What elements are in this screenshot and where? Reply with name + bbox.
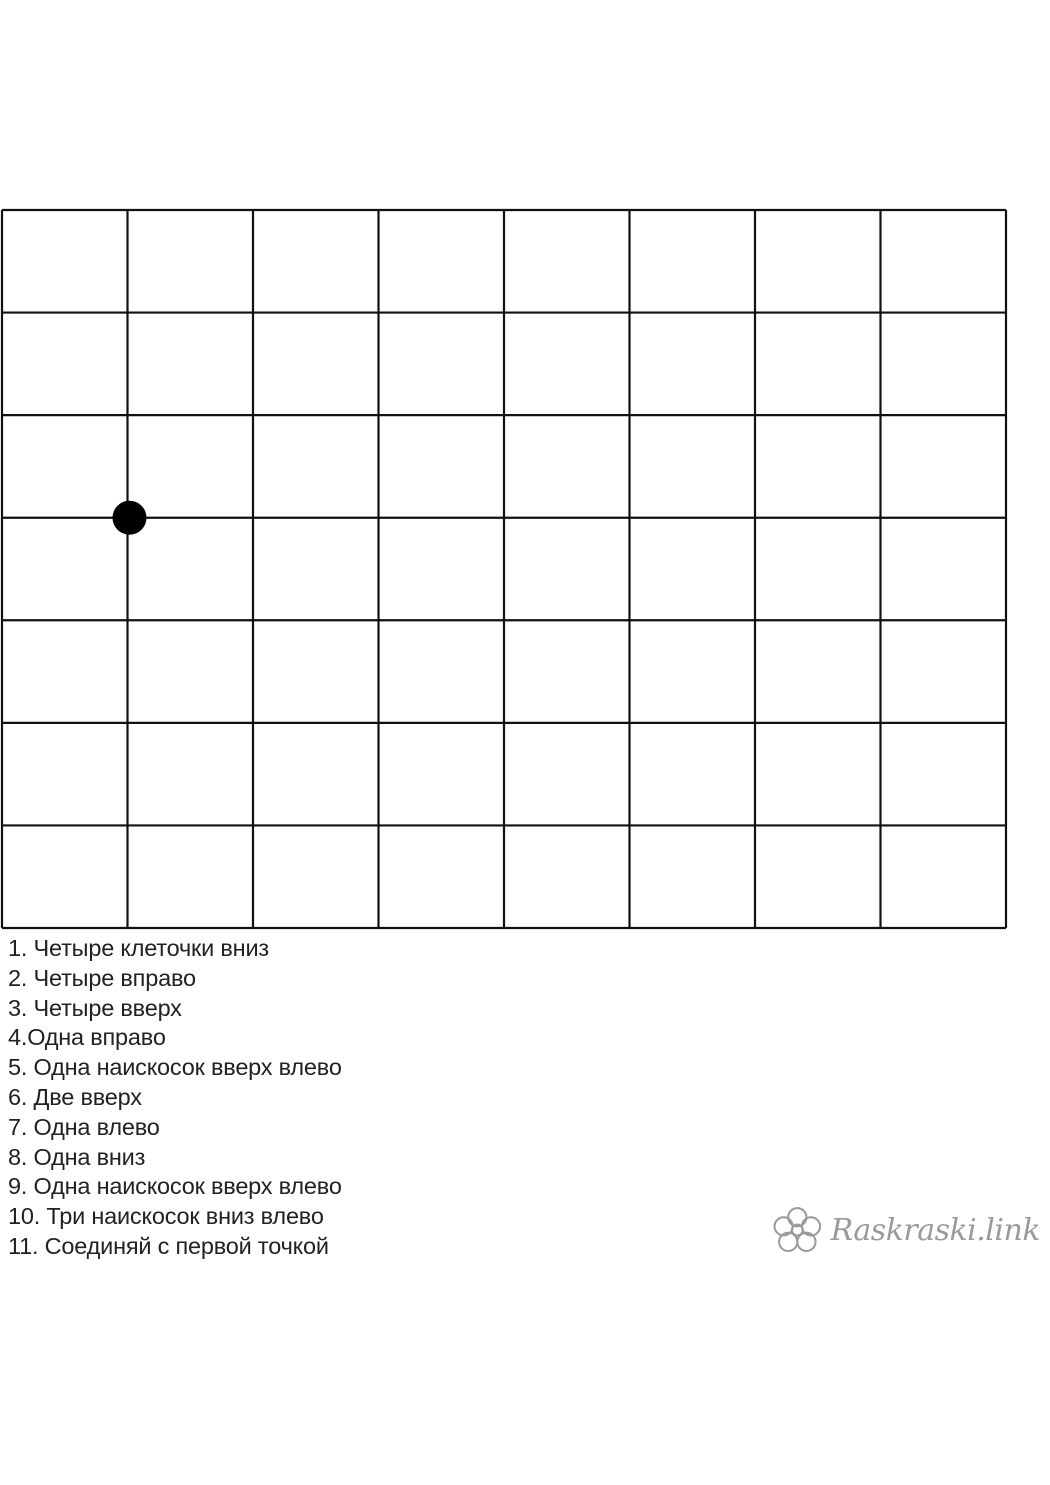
watermark-text: Raskraski.link [830,1212,1040,1248]
instructions-list [8,934,342,1262]
instruction-item: 10. Три наискосок вниз влево [8,1203,324,1230]
start-point-dot [113,501,147,535]
instruction-item: 4.Одна вправо [8,1024,166,1051]
instruction-item: 5. Одна наискосок вверх влево [8,1054,342,1081]
watermark [770,1200,1040,1260]
grid-lines [2,210,1006,928]
instruction-item: 3. Четыре вверх [8,994,182,1021]
flower-icon [770,1202,825,1258]
instruction-item: 7. Одна влево [8,1113,160,1140]
instruction-item: 8. Одна вниз [8,1143,146,1170]
instruction-item: 2. Четыре вправо [8,964,196,991]
instruction-item: 1. Четыре клеточки вниз [8,935,269,961]
instruction-item: 6. Две вверх [8,1083,142,1110]
instruction-item: 11. Соединяй с первой точкой [8,1232,329,1259]
instruction-item: 9. Одна наискосок вверх влево [8,1173,342,1200]
